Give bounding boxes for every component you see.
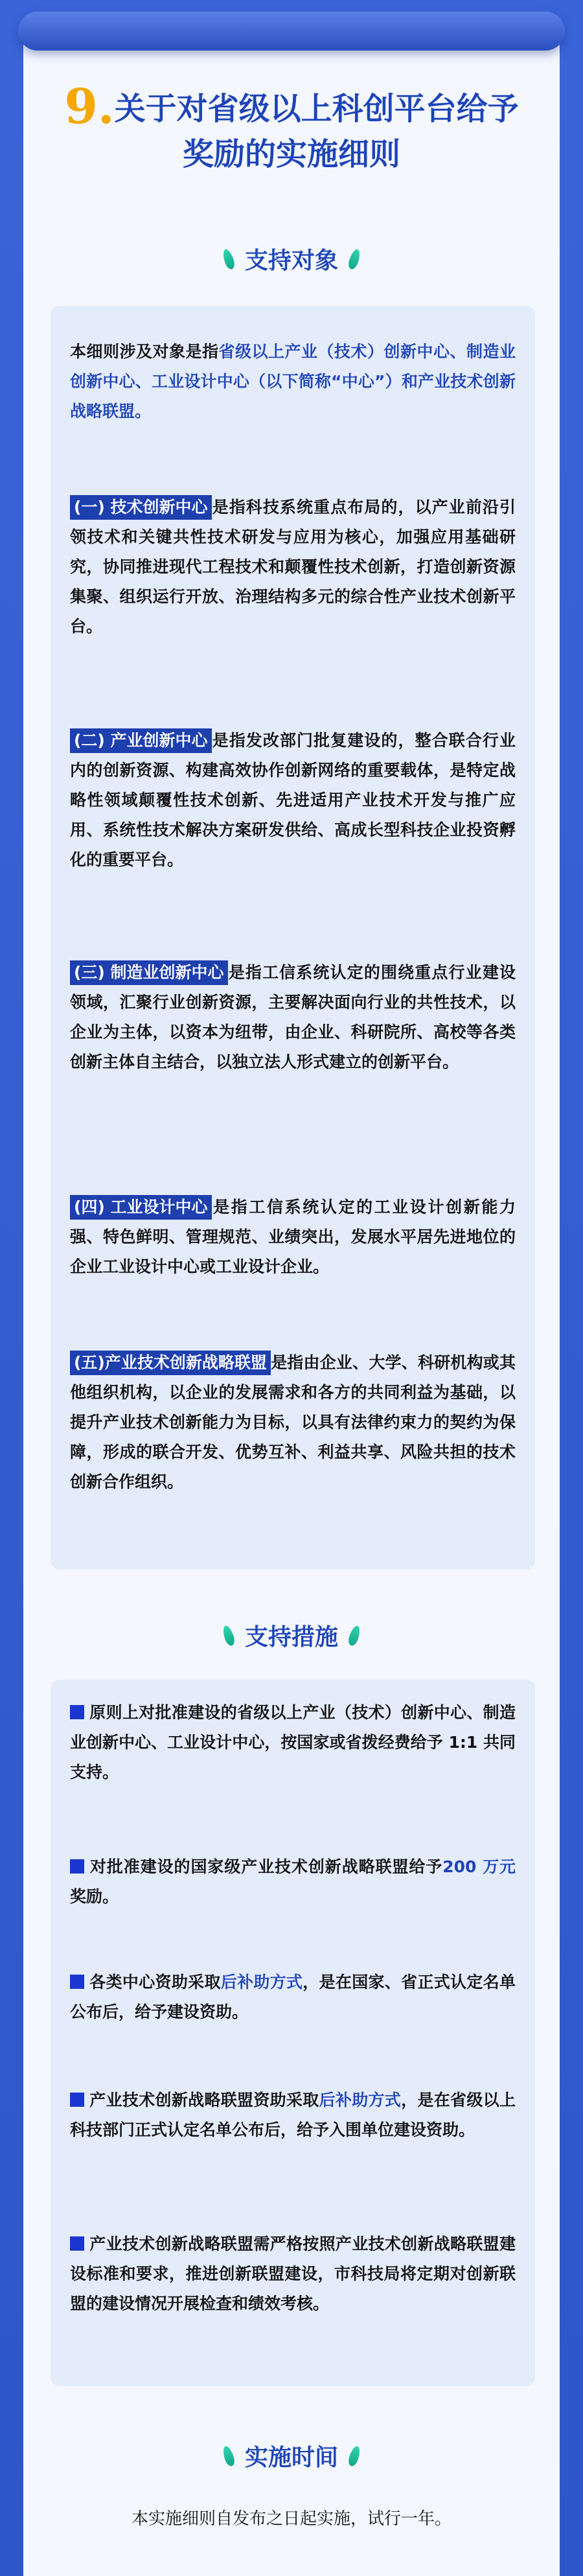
bullet-square-icon	[70, 1705, 84, 1719]
measure-text-end: 奖励。	[70, 1887, 119, 1906]
target-text: 是指工信系统认定的工业设计创新能力强、特色鲜明、管理规范、业绩突出，发展水平居先进地位的企业工业设计中心或工业设计企业。	[70, 1198, 516, 1276]
target-item	[70, 1192, 516, 1282]
leaf-icon	[347, 1624, 361, 1647]
bullet-square-icon	[70, 2236, 84, 2251]
target-item	[70, 1348, 516, 1497]
target-text: 是指由企业、大学、科研机构或其他组织机构，以企业的发展需求和各方的共同利益为基础，以提升产业技术创新能力为目标，以具有法律约束力的契约为保障，形成的联合开发、优势互补、利益共享、风险共担的技术创新合作组织。	[70, 1353, 516, 1491]
bullet-square-icon	[70, 1975, 84, 1989]
title-text-1: 关于对省级以上科创平台给予	[114, 91, 519, 127]
leaf-icon	[221, 248, 236, 270]
measure-item	[70, 2085, 516, 2145]
intro-paragraph	[70, 337, 516, 426]
title-line-1	[39, 79, 544, 135]
leaf-icon	[221, 1624, 236, 1647]
section-heading-text: 支持对象	[244, 248, 338, 274]
target-text: 是指工信系统认定的围绕重点行业建设领域，汇聚行业创新资源，主要解决面向行业的共性技术，以企业为主体，以资本为纽带，由企业、科研院所、高校等各类创新主体自主结合，以独立法人形式建立的创新平台。	[70, 963, 516, 1071]
page-title	[39, 79, 544, 177]
section-heading-implementation-time	[0, 2439, 583, 2472]
measure-highlight: 后补助方式	[319, 2091, 402, 2109]
title-number: 9.	[64, 79, 115, 135]
leaf-icon	[347, 2444, 361, 2467]
measure-text-end: ，是在省级以上科技部门正式认定名单公布后，给予入围单位建设资助。	[70, 2091, 516, 2139]
measure-text-end: ，是在国家、省正式认定名单公布后，给予建设资助。	[70, 1973, 516, 2021]
leaf-icon	[221, 2444, 236, 2467]
section-heading-text: 支持措施	[244, 1624, 338, 1651]
measure-text: 产业技术创新战略联盟需严格按照产业技术创新战略联盟建设标准和要求，推进创新联盟建设，市科技局将定期对创新联盟的建设情况开展检查和绩效考核。	[70, 2234, 516, 2313]
measure-item	[70, 1852, 516, 1912]
measure-text: 原则上对批准建设的省级以上产业（技术）创新中心、制造业创新中心、工业设计中心，按国家或省拨经费给予 1:1 共同支持。	[70, 1703, 516, 1781]
measure-text: 各类中心资助采取	[89, 1973, 221, 1991]
intro-highlight: 省级以上产业（技术）创新中心、制造业创新中心、工业设计中心（以下简称“中心”）和产业技术创新战略联盟。	[70, 342, 516, 421]
target-tag: (四) 工业设计中心	[70, 1195, 212, 1220]
target-item	[70, 493, 516, 642]
decorative-top-bar	[18, 12, 565, 51]
section-heading-support-targets	[0, 242, 583, 275]
title-line-2: 奖励的实施细则	[182, 136, 400, 172]
target-tag: (三) 制造业创新中心	[70, 960, 228, 985]
target-text: 是指科技系统重点布局的，以产业前沿引领技术和关键共性技术研发与应用为核心，加强应用基础研究，协同推进现代工程技术和颠覆性技术创新，打造创新资源集聚、组织运行开放、治理结构多元的综合性产业技术创新平台。	[70, 498, 516, 636]
section-heading-support-measures	[0, 1619, 583, 1652]
measure-text: 产业技术创新战略联盟资助采取	[89, 2091, 319, 2109]
intro-prefix: 本细则涉及对象是指	[70, 342, 219, 361]
implementation-text: 本实施细则自发布之日起实施，试行一年。	[131, 2509, 452, 2529]
target-item	[70, 726, 516, 875]
measure-highlight: 后补助方式	[220, 1973, 303, 1991]
measure-item	[70, 1967, 516, 2027]
target-tag: (五)产业技术创新战略联盟	[70, 1351, 271, 1375]
target-item	[70, 958, 516, 1077]
measure-item	[70, 2229, 516, 2319]
target-text: 是指发改部门批复建设的，整合联合行业内的创新资源、构建高效协作创新网络的重要载体，是特定战略性领域颠覆性技术创新、先进适用产业技术开发与推广应用、系统性技术解决方案研发供给、高成长型科技企业投资孵化的重要平台。	[70, 731, 516, 869]
measure-text: 对批准建设的国家级产业技术创新战略联盟给予	[89, 1857, 443, 1876]
measure-item	[70, 1698, 516, 1787]
bullet-square-icon	[70, 2093, 84, 2107]
section-heading-text: 实施时间	[244, 2444, 338, 2471]
target-tag: (一) 技术创新中心	[70, 495, 212, 520]
measure-highlight: 200 万元	[442, 1857, 516, 1876]
leaf-icon	[347, 248, 361, 270]
bullet-square-icon	[70, 1859, 84, 1874]
target-tag: (二) 产业创新中心	[70, 728, 212, 753]
